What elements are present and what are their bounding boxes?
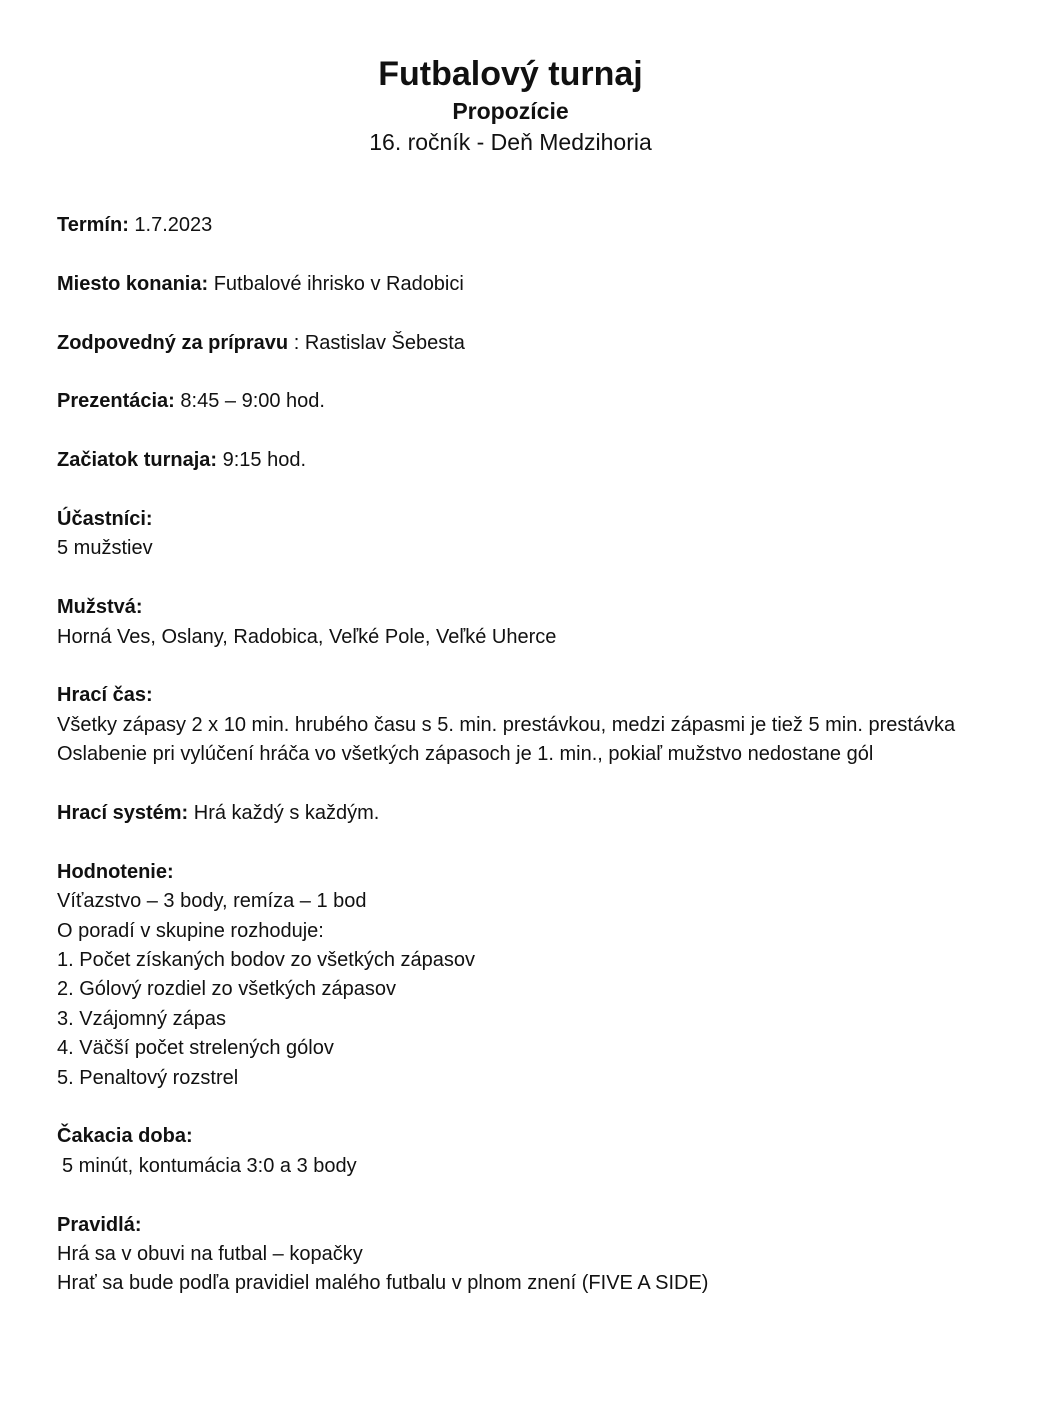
waiting-label: Čakacia doba:: [57, 1125, 193, 1148]
participants-label: Účastníci:: [57, 507, 153, 530]
rating-line: Víťazstvo – 3 body, remíza – 1 bod: [57, 890, 367, 913]
rating-line: O poradí v skupine rozhoduje:: [57, 919, 324, 942]
rating-label: Hodnotenie:: [57, 860, 174, 883]
rating-criterion: 3. Vzájomný zápas: [57, 1007, 226, 1030]
date-label: Termín:: [57, 214, 129, 236]
waiting-section: [57, 1122, 997, 1181]
rules-line: Hrať sa bude podľa pravidiel malého futbalu v plnom znení (FIVE A SIDE): [57, 1272, 709, 1295]
rules-line: Hrá sa v obuvi na futbal – kopačky: [57, 1243, 363, 1266]
teams-value: Horná Ves, Oslany, Radobica, Veľké Pole, Veľké Uherce: [57, 625, 557, 648]
document-title: Futbalový turnaj: [378, 55, 643, 93]
date-section: [57, 211, 997, 240]
rating-criterion: 2. Gólový rozdiel zo všetkých zápasov: [57, 978, 397, 1001]
registration-value: 8:45 – 9:00 hod.: [180, 390, 325, 413]
teams-label: Mužstvá:: [57, 596, 143, 619]
playing-time-line: Oslabenie pri vylúčení hráča vo všetkých zápasoch je 1. min., pokiaľ mužstvo nedostane gól: [57, 743, 874, 766]
waiting-value: 5 minút, kontumácia 3:0 a 3 body: [62, 1154, 357, 1177]
system-label: Hrací systém:: [57, 802, 189, 824]
document-body: [57, 211, 997, 1328]
system-section: [57, 799, 997, 828]
playing-time-line: Všetky zápasy 2 x 10 min. hrubého času s 5. min. prestávkou, medzi zápasmi je tiež 5 min. prestávka: [57, 713, 956, 736]
start-section: [57, 446, 997, 475]
start-value: 9:15 hod.: [222, 449, 307, 472]
rating-criterion: 5. Penaltový rozstrel: [57, 1066, 239, 1089]
date-value: 1.7.2023: [134, 214, 213, 236]
organizer-section: [57, 329, 997, 358]
organizer-value: : Rastislav Šebesta: [293, 331, 465, 354]
rating-criterion: 4. Väčší počet strelených gólov: [57, 1037, 334, 1060]
playing-time-section: [57, 681, 997, 769]
document-header: [0, 52, 1021, 158]
playing-time-label: Hrací čas:: [57, 684, 153, 707]
rating-section: [57, 858, 997, 1093]
participants-value: 5 mužstiev: [57, 537, 153, 560]
system-value: Hrá každý s každým.: [193, 802, 380, 824]
teams-section: [57, 593, 997, 652]
rules-section: [57, 1211, 997, 1299]
rules-label: Pravidlá:: [57, 1213, 142, 1236]
start-label: Začiatok turnaja:: [57, 449, 218, 472]
registration-section: [57, 387, 997, 416]
registration-label: Prezentácia:: [57, 390, 175, 413]
rating-criterion: 1. Počet získaných bodov zo všetkých zápasov: [57, 949, 475, 972]
participants-section: [57, 505, 997, 564]
venue-value: Futbalové ihrisko v Radobici: [213, 272, 464, 295]
venue-label: Miesto konania:: [57, 272, 209, 295]
document-subtitle: Propozície: [452, 98, 569, 124]
organizer-label: Zodpovedný za prípravu: [57, 331, 289, 354]
venue-section: [57, 270, 997, 299]
document-edition: 16. ročník - Deň Medzihoria: [369, 129, 652, 155]
